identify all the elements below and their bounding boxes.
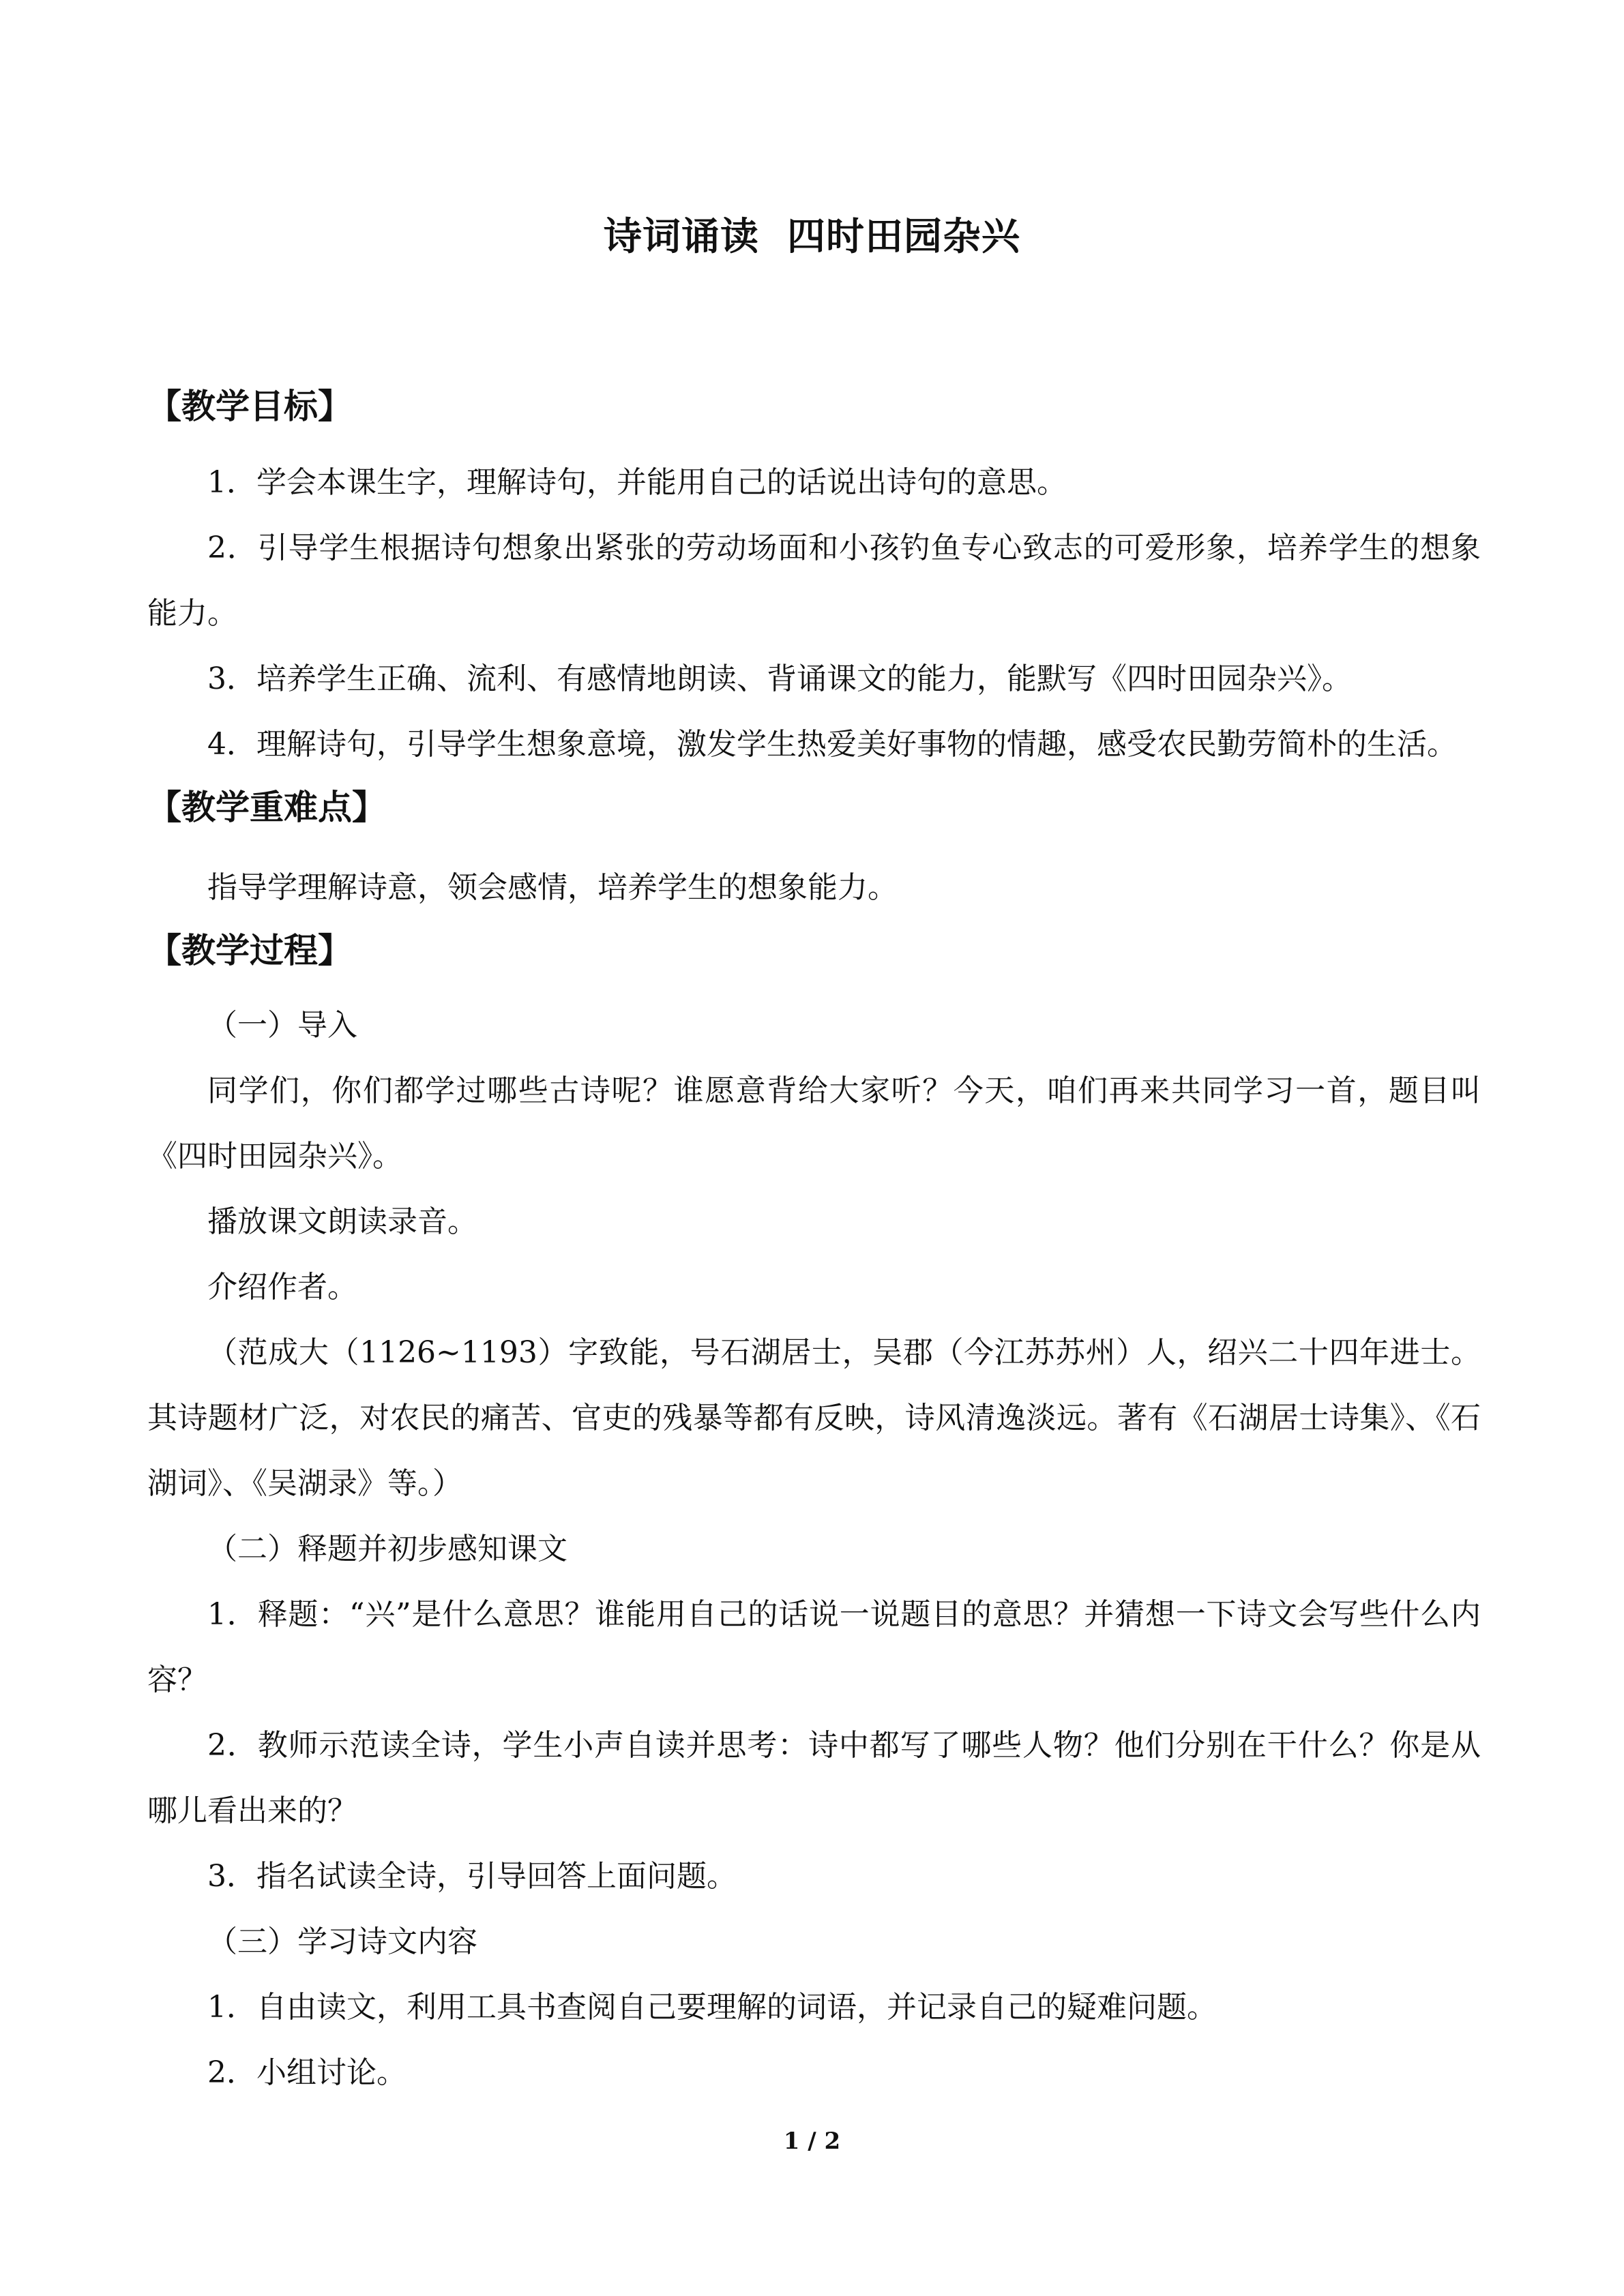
process-paragraph: 2．教师示范读全诗，学生小声自读并思考：诗中都写了哪些人物？他们分别在干什么？你是从哪儿看出来的？: [147, 1728, 1481, 1828]
page-number: 1 / 2: [783, 2128, 841, 2155]
section-teaching-process: [147, 926, 1481, 2106]
process-paragraph: 介绍作者。: [207, 1270, 357, 1304]
process-paragraph: 1．自由读文，利用工具书查阅自己要理解的词语，并记录自己的疑难问题。: [207, 1990, 1217, 2025]
process-paragraph: 播放课文朗读录音。: [207, 1204, 477, 1239]
process-subheading-intro: （一）导入: [207, 1008, 357, 1043]
goal-item-3: 3．培养学生正确、流利、有感情地朗读、背诵课文的能力，能默写《四时田园杂兴》。: [207, 661, 1352, 696]
section-heading-process: 【教学过程】: [147, 931, 352, 970]
page-title: 诗词诵读 四时田园杂兴: [604, 215, 1020, 259]
process-paragraph: 1．释题：“兴”是什么意思？谁能用自己的话说一说题目的意思？并猜想一下诗文会写些什么内容？: [147, 1597, 1481, 1697]
author-introduction: （范成大（1126~1193）字致能，号石湖居士，吴郡（今江苏苏州）人，绍兴二十四年进士。其诗题材广泛，对农民的痛苦、官吏的残暴等都有反映，诗风清逸淡远。著有《石湖居士诗集》、《石湖词》、《吴湖录》等。）: [147, 1335, 1481, 1501]
document-body: [147, 382, 1481, 2106]
key-point-text: 指导学理解诗意，领会感情，培养学生的想象能力。: [207, 870, 898, 905]
process-paragraph: 3．指名试读全诗，引导回答上面问题。: [207, 1859, 737, 1894]
goal-item-2: 2．引导学生根据诗句想象出紧张的劳动场面和小孩钓鱼专心致志的可爱形象，培养学生的想象能力。: [147, 531, 1481, 631]
section-teaching-goals: [147, 382, 1481, 777]
section-heading-key-points: 【教学重难点】: [147, 788, 386, 827]
process-paragraph: 同学们，你们都学过哪些古诗呢？谁愿意背给大家听？今天，咱们再来共同学习一首，题目叫《四时田园杂兴》。: [147, 1073, 1481, 1174]
process-subheading-content: （三）学习诗文内容: [207, 1924, 477, 1959]
section-key-points: [147, 783, 1481, 921]
process-subheading-title: （二）释题并初步感知课文: [207, 1532, 567, 1566]
goal-item-4: 4．理解诗句，引导学生想象意境，激发学生热爱美好事物的情趣，感受农民勤劳简朴的生活。: [207, 727, 1457, 762]
goal-item-1: 1．学会本课生字，理解诗句，并能用自己的话说出诗句的意思。: [207, 465, 1067, 500]
section-heading-goals: 【教学目标】: [147, 387, 352, 426]
process-paragraph: 2．小组讨论。: [207, 2055, 407, 2090]
